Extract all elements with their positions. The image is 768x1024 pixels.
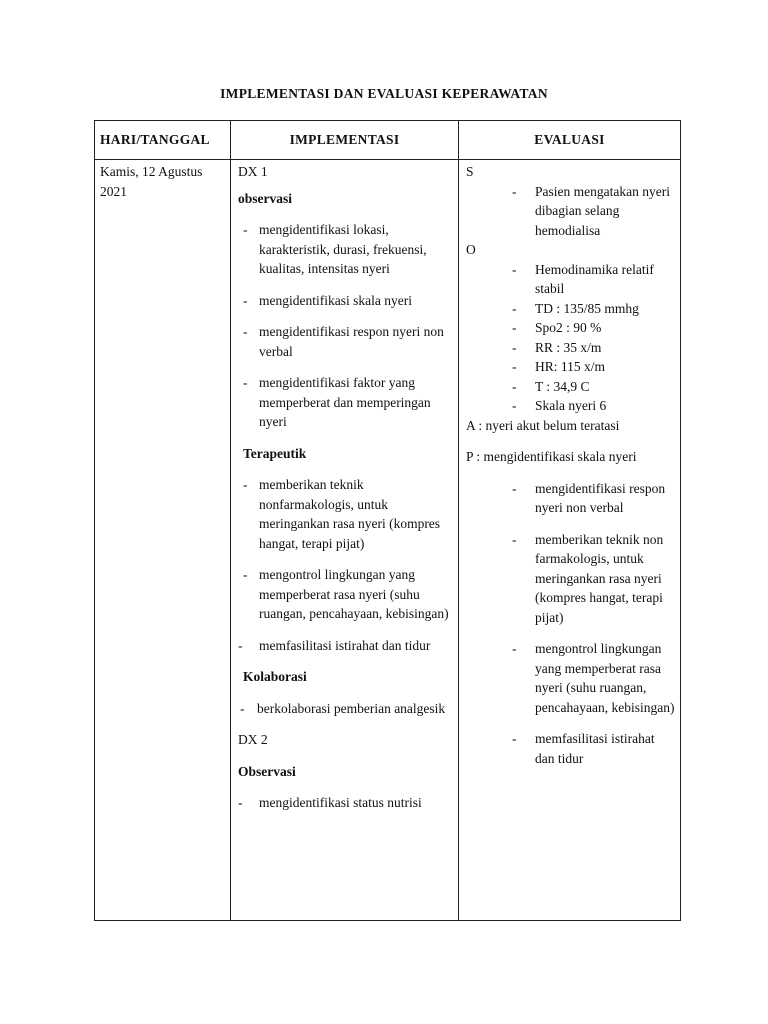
date-text: Kamis, 12 Agustus 2021 (100, 164, 203, 199)
list-item: - Hemodinamika relatif stabil (512, 261, 654, 296)
nursing-table (94, 120, 681, 921)
list-item: - mengidentifikasi faktor yang memperberat dan memperingan nyeri (243, 375, 431, 429)
list-item: - mengontrol lingkungan yang memperberat rasa nyeri (suhu ruangan, pencahayaan, kebisingan) (243, 567, 449, 621)
list-item: - memfasilitasi istirahat dan tidur (512, 731, 655, 766)
header-implementasi: IMPLEMENTASI (231, 121, 459, 160)
document-title: IMPLEMENTASI DAN EVALUASI KEPERAWATAN (220, 86, 548, 101)
list-item: - TD : 135/85 mmhg (512, 300, 639, 316)
list-item: - T : 34,9 C (512, 378, 590, 394)
list-item: - mengidentifikasi lokasi, karakteristik, durasi, frekuensi, kualitas, intensitas nyeri (243, 222, 427, 276)
plan-text: P : mengidentifikasi skala nyeri (466, 449, 637, 464)
observasi2-heading: Observasi (238, 763, 296, 779)
list-item: - mengidentifikasi skala nyeri (243, 292, 412, 308)
list-item: - mengontrol lingkungan yang memperberat rasa nyeri (suhu ruangan, pencahayaan, kebisingan) (512, 641, 675, 715)
dx1-label: DX 1 (238, 164, 268, 179)
observasi-heading: observasi (238, 190, 292, 206)
evaluasi-cell (459, 160, 681, 921)
assessment-text: A : nyeri akut belum teratasi (466, 417, 620, 433)
date-cell (95, 160, 231, 921)
implementasi-cell (231, 160, 459, 921)
list-item: - memberikan teknik nonfarmakologis, untuk meringankan rasa nyeri (kompres hangat, terapi pijat) (243, 477, 441, 551)
list-item: - mengidentifikasi respon nyeri non verbal (512, 480, 666, 515)
list-item: - Pasien mengatakan nyeri dibagian selang hemodialisa (512, 183, 670, 238)
s-label: S (466, 164, 474, 179)
table-header-row (95, 121, 681, 160)
list-item: - RR : 35 x/m (512, 339, 602, 355)
header-hari-tanggal: HARI/TANGGAL (95, 121, 231, 160)
dx2-label: DX 2 (238, 732, 268, 747)
list-item: - Skala nyeri 6 (512, 398, 607, 413)
o-label: O (466, 242, 476, 257)
list-item: - memberikan teknik non farmakologis, untuk meringankan rasa nyeri (kompres hangat, terapi pijat) (512, 531, 664, 625)
list-item: - Spo2 : 90 % (512, 320, 602, 335)
header-evaluasi: EVALUASI (459, 121, 681, 160)
list-item: - mengidentifikasi respon nyeri non verbal (243, 324, 444, 359)
kolaborasi-heading: Kolaborasi (243, 669, 307, 684)
list-item: - mengidentifikasi status nutrisi (238, 795, 422, 810)
list-item: - berkolaborasi pemberian analgesik (240, 700, 446, 716)
list-item: - HR: 115 x/m (512, 359, 606, 374)
list-item: - memfasilitasi istirahat dan tidur (238, 637, 431, 653)
table-row (95, 160, 681, 921)
terapeutik-heading: Terapeutik (243, 445, 307, 461)
